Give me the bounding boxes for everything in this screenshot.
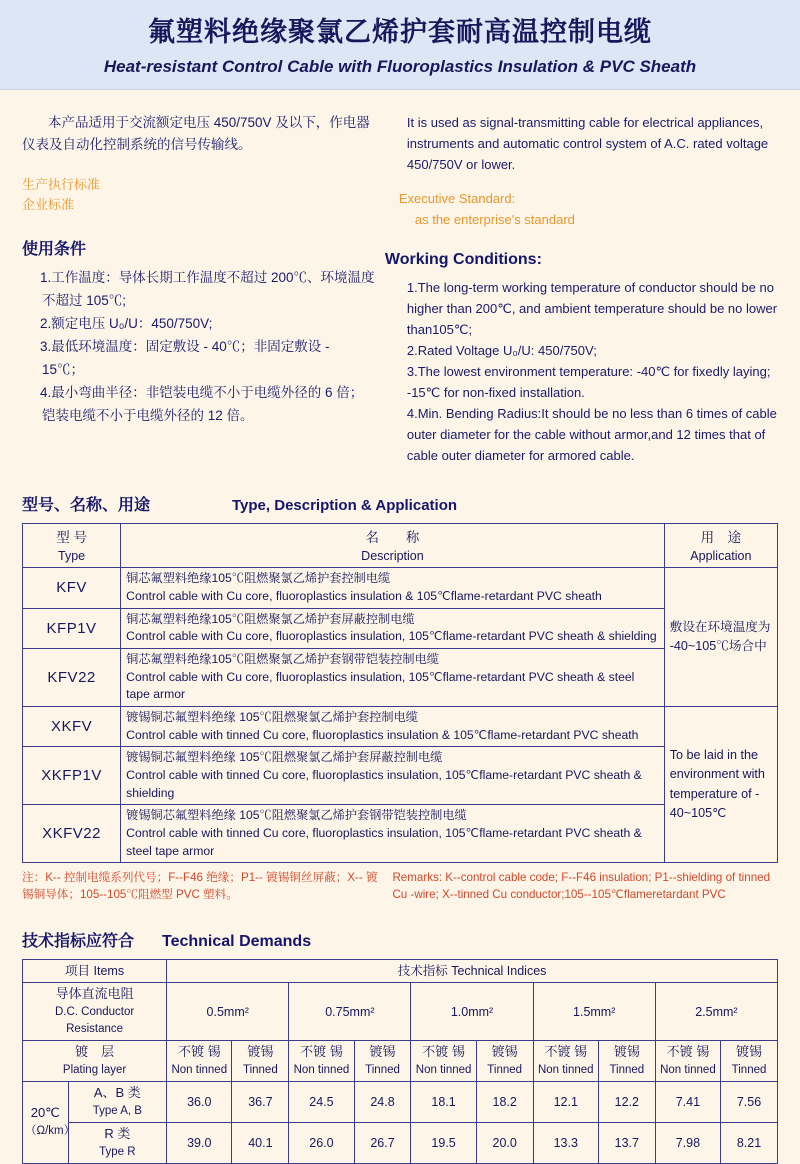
row-desc-en: Control cable with Cu core, fluoroplastics insulation, 105℃flame-retardant PVC sheath & shielding xyxy=(126,629,657,644)
plating-en: Tinned xyxy=(365,1063,400,1076)
plating-tinned-5 xyxy=(721,1041,778,1082)
plating-tinned-3 xyxy=(476,1041,533,1082)
value-cell: 7.41 xyxy=(655,1081,720,1122)
row-desc-cn: 镀锡铜芯氟塑料绝缘 105℃阻燃聚氯乙烯护套屏蔽控制电缆 xyxy=(126,750,443,765)
conditions-title-cn: 使用条件 xyxy=(22,241,87,259)
row-type-code: KFV xyxy=(23,568,121,608)
value-cell: 40.1 xyxy=(232,1122,289,1163)
plating-en: Tinned xyxy=(609,1063,645,1076)
type-section-heading xyxy=(22,492,778,515)
plating-en: Non tinned xyxy=(171,1063,228,1076)
plating-en: Tinned xyxy=(731,1063,767,1076)
size-header-3: 1.0mm² xyxy=(411,983,533,1041)
plating-label-en: Plating layer xyxy=(62,1063,127,1076)
plating-nontinned-3 xyxy=(411,1041,476,1082)
tech-title-en: Technical Demands xyxy=(162,933,312,951)
value-cell: 13.7 xyxy=(598,1122,655,1163)
row-label-cn: R 类 xyxy=(104,1125,131,1141)
header-desc-en: Description xyxy=(361,549,424,564)
condition-item-cn-2: 2.额定电压 U₀/U：450/750V; xyxy=(40,316,213,331)
tech-size-row xyxy=(23,983,778,1041)
condition-item-cn-1: 1.工作温度：导体长期工作温度不超过 200℃、环境温度不超过 105℃; xyxy=(40,270,375,309)
header-type-cn: 型 号 xyxy=(56,530,87,546)
value-cell: 12.1 xyxy=(533,1081,598,1122)
type-title-en: Type, Description & Application xyxy=(232,497,458,515)
plating-label-cn: 镀 层 xyxy=(75,1044,115,1060)
plating-cn: 不镀 锡 xyxy=(422,1044,465,1060)
temperature-cell xyxy=(23,1081,76,1163)
intro-paragraph-en: It is used as signal-transmitting cable for electrical appliances, instruments and automatic control system of A.C. rated voltage 450/750V or lower. xyxy=(406,115,769,173)
indices-label: 技术指标 Technical Indices xyxy=(167,960,778,983)
plating-en: Non tinned xyxy=(660,1063,716,1076)
tech-title-cn: 技术指标应符合 xyxy=(22,933,135,951)
condition-item-en-2: 2.Rated Voltage U₀/U: 450/750V; xyxy=(406,342,597,358)
value-cell: 13.3 xyxy=(533,1122,598,1163)
page-title-cn: 氟塑料绝缘聚氯乙烯护套耐高温控制电缆 xyxy=(148,17,652,47)
intro-paragraph-cn: 本产品适用于交流额定电压 450/750V 及以下，作电器仪表及自动化控制系统的信号传输线。 xyxy=(22,115,370,153)
row-desc-cn: 镀锡铜芯氟塑料绝缘 105℃阻燃聚氯乙烯护套控制电缆 xyxy=(126,709,418,724)
condition-item-en-1: 1.The long-term working temperature of conductor should be no higher than 200℃, and ambient temperature should be no lower than105℃; xyxy=(406,279,778,337)
intro-english xyxy=(385,112,778,466)
header-cell-type xyxy=(23,524,121,568)
tech-section-heading xyxy=(22,928,778,951)
standard-label-cn: 生产执行标准 xyxy=(22,176,101,192)
row-desc-cn: 镀锡铜芯氟塑料绝缘 105℃阻燃聚氯乙烯护套钢带铠装控制电缆 xyxy=(126,808,467,823)
header-app-en: Application xyxy=(690,549,752,564)
row-description xyxy=(121,805,665,863)
condition-item-en-3: 3.The lowest environment temperature: -40℃ for fixedly laying; -15℃ for non-fixed installation. xyxy=(406,363,771,400)
value-cell: 26.7 xyxy=(354,1122,411,1163)
plating-en: Non tinned xyxy=(537,1063,594,1076)
value-cell: 12.2 xyxy=(598,1081,655,1122)
row-desc-cn: 铜芯氟塑料绝缘105℃阻燃聚氯乙烯护套屏蔽控制电缆 xyxy=(126,611,415,626)
table-row xyxy=(23,568,778,608)
row-desc-cn: 铜芯氟塑料绝缘105℃阻燃聚氯乙烯护套钢带铠装控制电缆 xyxy=(126,651,439,666)
row-desc-en: Control cable with tinned Cu core, fluoroplastics insulation, 105℃flame-retardant PVC sheath & shielding xyxy=(126,768,642,800)
plating-nontinned-5 xyxy=(655,1041,720,1082)
items-label: 项目 Items xyxy=(23,960,167,983)
resistance-label xyxy=(23,983,167,1041)
plating-en: Non tinned xyxy=(293,1063,350,1076)
size-header-4: 1.5mm² xyxy=(533,983,655,1041)
value-cell: 24.5 xyxy=(289,1081,354,1122)
row-label-ab xyxy=(68,1081,167,1122)
plating-nontinned-1 xyxy=(167,1041,232,1082)
application-cell-cn: 敷设在环境温度为 -40~105℃场合中 xyxy=(664,568,777,707)
plating-cn: 镀锡 xyxy=(613,1044,640,1060)
value-cell: 20.0 xyxy=(476,1122,533,1163)
condition-item-en-4: 4.Min. Bending Radius:It should be no less than 6 times of cable outer diameter for the cable without armor,and 12 times that of cable outer diameter for armored cable. xyxy=(406,406,777,464)
header-cell-application xyxy=(664,524,777,568)
resistance-label-en: D.C. Conductor Resistance xyxy=(54,1006,135,1036)
page-title-en: Heat-resistant Control Cable with Fluoroplastics Insulation & PVC Sheath xyxy=(103,57,697,76)
size-header-5: 2.5mm² xyxy=(655,983,777,1041)
row-desc-en: Control cable with Cu core, fluoroplastics insulation, 105℃flame-retardant PVC sheath & steel tape armor xyxy=(126,669,635,702)
row-description xyxy=(121,648,665,706)
row-type-code: KFV22 xyxy=(23,648,121,706)
row-desc-en: Control cable with tinned Cu core, fluoroplastics insulation, 105℃flame-retardant PVC sheath & steel tape armor xyxy=(126,826,642,858)
remarks-block xyxy=(22,870,778,904)
remark-en: Remarks: K--control cable code; F--F46 insulation; P1--shielding of tinned Cu -wire; X--tinned Cu conductor;105--105℃flameretardant PVC xyxy=(392,871,771,902)
application-cell-en: To be laid in the environment with temperature of - 40~105℃ xyxy=(664,706,777,863)
plating-cn: 镀锡 xyxy=(491,1044,518,1060)
plating-nontinned-2 xyxy=(289,1041,354,1082)
tech-plating-row xyxy=(23,1041,778,1082)
value-cell: 19.5 xyxy=(411,1122,476,1163)
plating-tinned-2 xyxy=(354,1041,411,1082)
row-label-en: Type R xyxy=(99,1145,136,1158)
plating-en: Non tinned xyxy=(415,1063,472,1076)
resistance-label-cn: 导体直流电阻 xyxy=(55,986,134,1002)
row-type-code: KFP1V xyxy=(23,608,121,648)
row-description xyxy=(121,568,665,608)
page-header xyxy=(0,0,800,90)
plating-nontinned-4 xyxy=(533,1041,598,1082)
plating-tinned-1 xyxy=(232,1041,289,1082)
tech-header-row xyxy=(23,960,778,983)
value-cell: 24.8 xyxy=(354,1081,411,1122)
row-desc-en: Control cable with Cu core, fluoroplastics insulation & 105℃flame-retardant PVC sheath xyxy=(126,588,602,603)
plating-cn: 不镀 锡 xyxy=(300,1044,343,1060)
plating-cn: 镀锡 xyxy=(247,1044,274,1060)
conditions-title-en: Working Conditions: xyxy=(384,250,542,268)
value-cell: 18.2 xyxy=(476,1081,533,1122)
temp-label: 20℃ xyxy=(30,1105,60,1121)
condition-item-cn-4: 4.最小弯曲半径：非铠装电缆不小于电缆外径的 6 倍；铠装电缆不小于电缆外径的 12 倍。 xyxy=(40,384,364,423)
type-title-cn: 型号、名称、用途 xyxy=(22,497,151,515)
plating-cn: 镀锡 xyxy=(736,1044,763,1060)
row-desc-en: Control cable with tinned Cu core, fluoroplastics insulation & 105℃flame-retardant PVC sheath xyxy=(126,727,639,742)
size-header-1: 0.5mm² xyxy=(167,983,289,1041)
standard-value-cn: 企业标准 xyxy=(22,197,75,213)
row-label-en: Type A, B xyxy=(92,1104,142,1117)
plating-en: Tinned xyxy=(242,1063,278,1076)
table-header-row xyxy=(23,524,778,568)
remark-cn: 注：K-- 控制电缆系列代号；F--F46 绝缘；P1-- 镀锡铜丝屏蔽；X-- 镀锡铜导体；105--105℃阻燃型 PVC 塑料。 xyxy=(22,871,378,902)
plating-cn: 不镀 锡 xyxy=(177,1044,221,1060)
plating-en: Tinned xyxy=(487,1063,523,1076)
plating-cn: 不镀 锡 xyxy=(666,1044,710,1060)
row-type-code: XKFP1V xyxy=(23,747,121,805)
plating-label xyxy=(23,1041,167,1082)
value-cell: 36.0 xyxy=(167,1081,232,1122)
tech-data-row xyxy=(23,1081,778,1122)
row-type-code: XKFV22 xyxy=(23,805,121,863)
plating-cn: 不镀 锡 xyxy=(544,1044,588,1060)
value-cell: 8.21 xyxy=(721,1122,778,1163)
header-desc-cn: 名 称 xyxy=(365,530,420,546)
row-label-cn: A、B 类 xyxy=(93,1084,141,1100)
header-app-cn: 用 途 xyxy=(700,530,742,546)
row-desc-cn: 铜芯氟塑料绝缘105℃阻燃聚氯乙烯护套控制电缆 xyxy=(126,571,391,586)
intro-chinese xyxy=(22,112,385,466)
temp-unit: （Ω/km） xyxy=(25,1125,76,1138)
header-type-en: Type xyxy=(58,549,86,564)
plating-cn: 镀锡 xyxy=(369,1044,396,1060)
value-cell: 39.0 xyxy=(167,1122,232,1163)
value-cell: 26.0 xyxy=(289,1122,354,1163)
row-description xyxy=(121,608,665,648)
value-cell: 7.98 xyxy=(655,1122,720,1163)
row-label-r xyxy=(68,1122,167,1163)
plating-tinned-4 xyxy=(598,1041,655,1082)
row-type-code: XKFV xyxy=(23,706,121,746)
technical-table xyxy=(22,959,778,1164)
header-cell-description xyxy=(121,524,665,568)
intro-section xyxy=(22,112,778,466)
value-cell: 18.1 xyxy=(411,1081,476,1122)
value-cell: 36.7 xyxy=(232,1081,289,1122)
document-body xyxy=(0,112,800,1164)
tech-data-row xyxy=(23,1122,778,1163)
size-header-2: 0.75mm² xyxy=(289,983,411,1041)
condition-item-cn-3: 3.最低环境温度：固定敷设 - 40℃；非固定敷设 - 15℃； xyxy=(40,338,330,377)
row-description xyxy=(121,747,665,805)
standard-label-en: Executive Standard: xyxy=(398,191,516,207)
row-description xyxy=(121,706,665,746)
table-row xyxy=(23,706,778,746)
standard-value-en: as the enterprise's standard xyxy=(414,211,575,227)
type-table xyxy=(22,523,778,863)
value-cell: 7.56 xyxy=(721,1081,778,1122)
